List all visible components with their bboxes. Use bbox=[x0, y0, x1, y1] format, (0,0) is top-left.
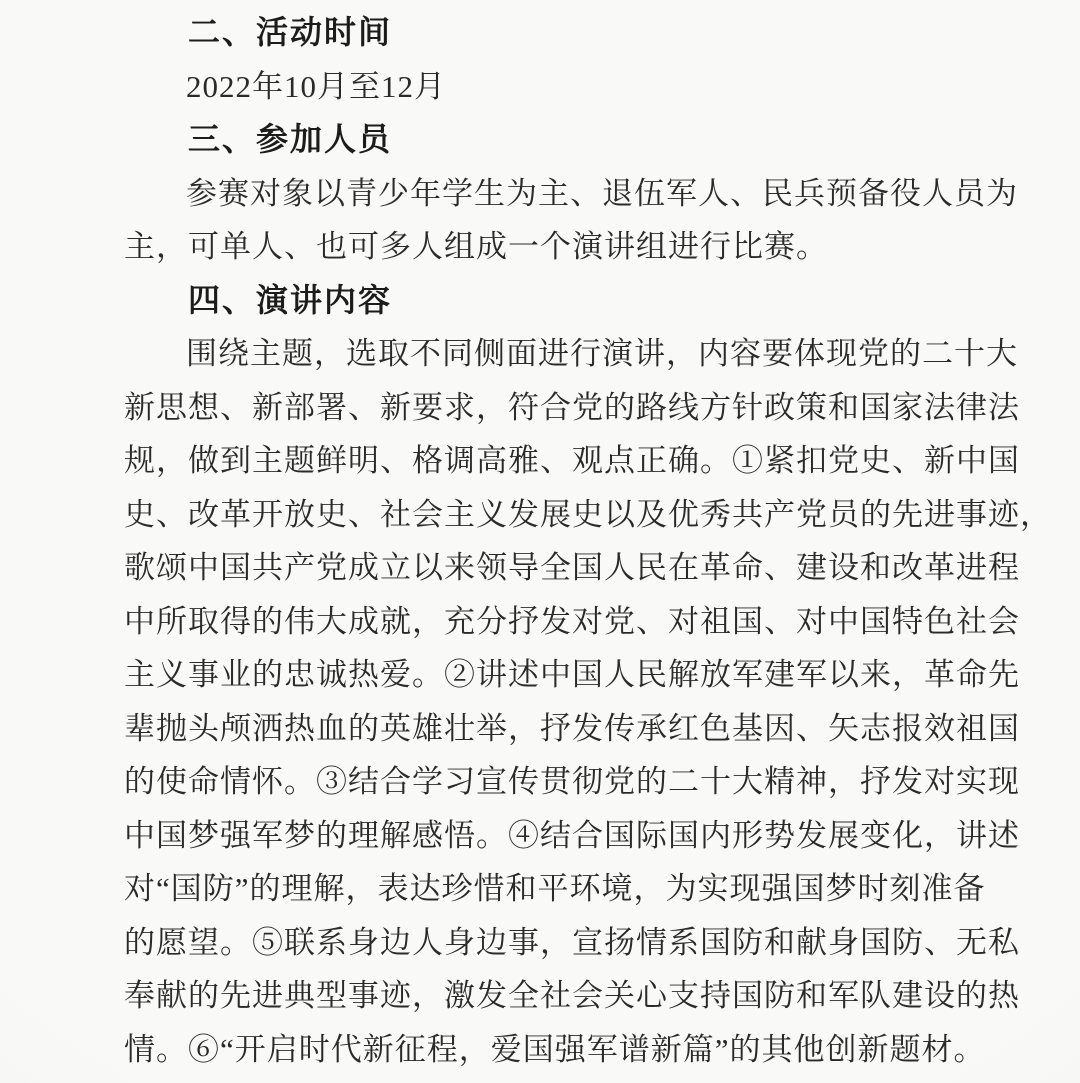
section-heading: 四、演讲内容 bbox=[188, 281, 393, 318]
text-line: 史、改革开放史、社会主义发展史以及优秀共产党员的先进事迹， bbox=[124, 496, 1052, 532]
text-line: 歌颂中国共产党成立以来领导全国人民在革命、建设和改革进程 bbox=[124, 550, 1020, 585]
text-line: 参赛对象以青少年学生为主、退伍军人、民兵预备役人员为 bbox=[186, 175, 1018, 211]
text-line: 中国梦强军梦的理解感悟。④结合国际国内形势发展变化，讲述 bbox=[124, 817, 1020, 853]
text-line: 辈抛头颅洒热血的英雄壮举，抒发传承红色基因、矢志报效祖国 bbox=[124, 710, 1020, 746]
section-heading: 二、活动时间 bbox=[188, 14, 393, 50]
document-content bbox=[124, 6, 1052, 1076]
text-line: 的愿望。⑤联系身边人身边事，宣扬情系国防和献身国防、无私 bbox=[124, 924, 1020, 960]
text-line: 规，做到主题鲜明、格调高雅、观点正确。①紧扣党史、新中国 bbox=[124, 443, 1020, 478]
text-line: 新思想、新部署、新要求，符合党的路线方针政策和国家法律法 bbox=[124, 389, 1020, 425]
text-line: 的使命情怀。③结合学习宣传贯彻党的二十大精神，抒发对实现 bbox=[124, 764, 1020, 799]
text-line: 主，可单人、也可多人组成一个演讲组进行比赛。 bbox=[124, 229, 828, 264]
text-line: 主义事业的忠诚热爱。②讲述中国人民解放军建军以来，革命先 bbox=[124, 657, 1020, 692]
text-line: 围绕主题，选取不同侧面进行演讲，内容要体现党的二十大 bbox=[186, 336, 1018, 371]
text-line: 情。⑥“开启时代新征程，爱国强军谱新篇”的其他创新题材。 bbox=[124, 1031, 986, 1067]
text-line: 中所取得的伟大成就，充分抒发对党、对祖国、对中国特色社会 bbox=[124, 603, 1020, 639]
text-line: 奉献的先进典型事迹，激发全社会关心支持国防和军队建设的热 bbox=[124, 978, 1020, 1013]
text-line: 2022年10月至12月 bbox=[186, 68, 446, 104]
section-heading: 三、参加人员 bbox=[188, 121, 393, 157]
text-line: 对“国防”的理解，表达珍惜和平环境，为实现强国梦时刻准备 bbox=[124, 871, 986, 906]
